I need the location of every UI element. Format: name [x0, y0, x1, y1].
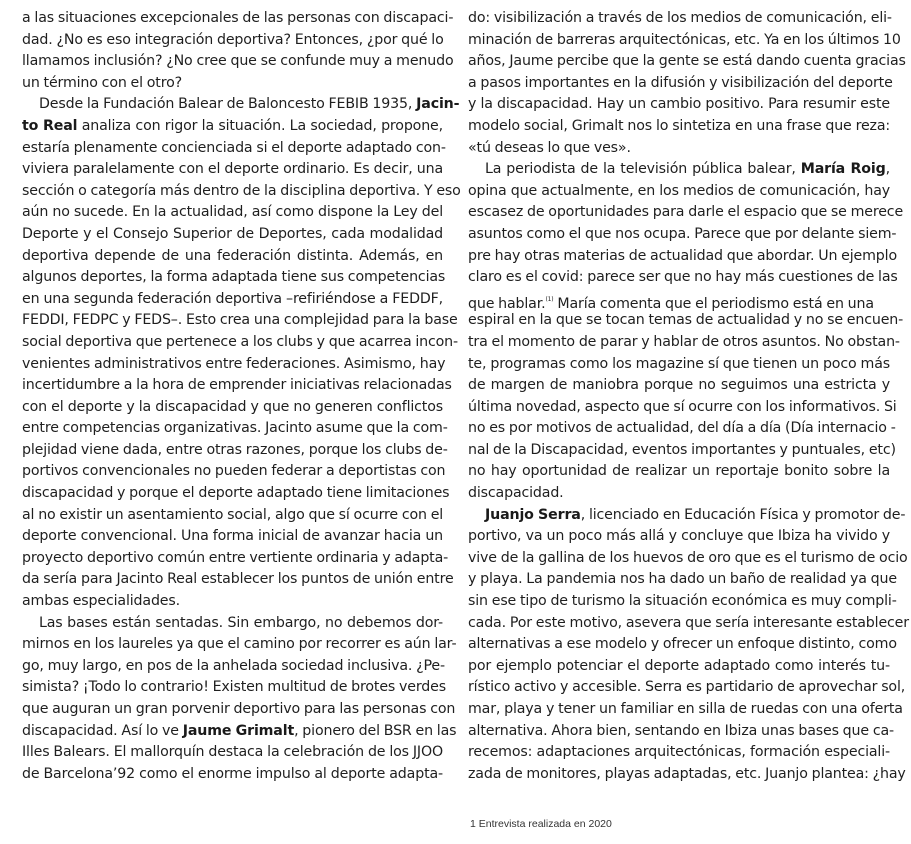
text-line — [468, 397, 897, 419]
line-text: analiza con rigor la situación. La sociedad, propone, — [77, 117, 443, 134]
text-line — [468, 289, 890, 311]
line-text: discapacidad y porque el deporte adaptado tiene limitaciones — [22, 485, 450, 502]
line-text: te, programas como los magazine sí que tienen un poco más — [468, 355, 890, 372]
text-line — [22, 30, 443, 52]
text-line — [22, 505, 443, 527]
line-text: social deportiva que pertenece a los clubs y que acarrea incon- — [22, 333, 458, 350]
line-text: simista? ¡Todo lo contrario! Existen multitud de brotes verdes — [22, 679, 446, 696]
line-text: por ejemplo potenciar el deporte adaptado como interés tu- — [468, 657, 890, 674]
text-line — [22, 656, 443, 678]
text-line — [22, 742, 443, 764]
line-text: nal de la Discapacidad, eventos importantes y puntuales, etc) — [468, 441, 896, 458]
text-line — [468, 634, 897, 656]
text-line — [22, 721, 457, 743]
text-line — [468, 30, 901, 52]
line-text: do: visibilización a través de los medios de comunicación, eli- — [468, 10, 892, 26]
text-line — [22, 397, 443, 419]
text-line — [468, 656, 890, 678]
text-line — [468, 8, 890, 30]
text-line — [22, 591, 443, 613]
line-text: , pionero del BSR en las — [294, 722, 457, 739]
text-line — [22, 94, 460, 116]
person-name: Juanjo Serra — [485, 506, 581, 523]
line-text: a pasos importantes en la difusión y visibilización del deporte — [468, 74, 893, 91]
footnote: 1 Entrevista realizada en 2020 — [470, 818, 612, 830]
line-text: dad. ¿No es eso integración deportiva? Entonces, ¿por qué lo — [22, 31, 444, 48]
text-line — [22, 548, 449, 570]
text-line — [22, 699, 456, 721]
line-text: viviera paralelamente con el deporte ordinario. Es decir, una — [22, 161, 443, 178]
text-line — [468, 569, 897, 591]
right-text-column — [468, 8, 909, 785]
text-line — [468, 181, 890, 203]
line-text: asuntos como el que nos ocupa. Parece que por delante siem- — [468, 225, 897, 242]
line-text: y playa. La pandemia nos ha dado un baño de realidad ya que — [468, 571, 897, 588]
text-line — [22, 634, 457, 656]
left-text-column — [22, 8, 461, 785]
line-text: , licenciado en Educación Física y promotor de- — [580, 506, 906, 523]
line-text: no hay oportunidad de realizar un reportaje bonito sobre la — [468, 463, 890, 480]
text-line — [22, 8, 454, 30]
person-name: Jaume Grimalt — [182, 722, 295, 739]
text-line — [22, 289, 443, 311]
text-line — [468, 548, 908, 570]
line-text: , — [885, 161, 890, 178]
text-line — [468, 764, 906, 786]
text-line — [22, 246, 443, 268]
text-line — [22, 116, 443, 138]
line-text: claro es el covid: parece ser que no hay más cuestiones de las — [468, 269, 898, 286]
line-text: alternativas a ese modelo y ofrecer un enfoque distinto, como — [468, 636, 897, 653]
text-line — [468, 267, 898, 289]
line-text: de margen de maniobra porque no seguimos una estricta y — [468, 377, 890, 394]
text-line — [22, 613, 443, 635]
line-text: deporte convencional. Una forma inicial de avanzar hacia un — [22, 528, 443, 545]
line-text: ambas especialidades. — [22, 593, 180, 610]
text-line — [22, 73, 443, 95]
line-text: zada de monitores, playas adaptadas, etc. Juanjo plantea: ¿hay — [468, 765, 906, 782]
text-line — [22, 440, 448, 462]
text-line — [22, 764, 443, 786]
line-text: un término con el otro? — [22, 74, 182, 91]
line-text: tra el momento de parar y hablar de otros asuntos. No obstan- — [468, 333, 900, 350]
text-line — [468, 224, 897, 246]
line-text: portivo, va un poco más allá y concluye que Ibiza ha vivido y — [468, 528, 890, 545]
text-line — [22, 138, 446, 160]
text-line — [22, 202, 443, 224]
line-text: deportiva depende de una federación distinta. Además, en — [22, 247, 443, 264]
line-text: Deporte y el Consejo Superior de Deportes, cada modalidad — [22, 225, 443, 242]
line-text: alternativa. Ahora bien, sentando en Ibiza unas bases que ca- — [468, 722, 894, 739]
line-text: y la discapacidad. Hay un cambio positivo. Para resumir este — [468, 96, 890, 113]
line-text: opina que actualmente, en los medios de comunicación, hay — [468, 182, 890, 199]
line-text: discapacidad. — [468, 485, 564, 502]
line-text: algunos deportes, la forma adaptada tiene sus competencias — [22, 269, 446, 286]
text-line — [22, 224, 443, 246]
text-line — [468, 51, 906, 73]
line-text: rístico activo y accesible. Serra es partidario de aprovechar sol, — [468, 679, 906, 696]
text-line — [468, 159, 890, 181]
line-text: con el deporte y la discapacidad y que no generen conflictos — [22, 398, 443, 415]
text-line — [468, 202, 904, 224]
line-text: espiral en la que se tocan temas de actualidad y no se encuen- — [468, 312, 904, 329]
text-line — [468, 721, 894, 743]
text-line — [468, 440, 896, 462]
line-text: Las bases están sentadas. Sin embargo, no debemos dor- — [39, 614, 443, 631]
text-line — [22, 677, 446, 699]
line-text: minación de barreras arquitectónicas, etc. Ya en los últimos 10 — [468, 31, 901, 48]
text-line — [22, 159, 443, 181]
person-name: María Roig — [800, 161, 886, 178]
line-text: a las situaciones excepcionales de las personas con discapaci- — [22, 10, 454, 26]
line-text: de Barcelona’92 como el enorme impulso al deporte adapta- — [22, 765, 443, 782]
line-text: María comenta que el periodismo está en una — [553, 295, 874, 312]
line-text: sin ese tipo de turismo la situación económica es muy compli- — [468, 593, 897, 610]
line-text: al no existir un asentamiento social, algo que sí ocurre con el — [22, 506, 444, 523]
text-line — [468, 418, 896, 440]
line-text: discapacidad. Así lo ve — [22, 722, 183, 739]
text-line — [22, 354, 446, 376]
line-text: que hablar. — [468, 295, 546, 312]
line-text: que auguran un gran porvenir deportivo para las personas con — [22, 701, 456, 717]
line-text: da sería para Jacinto Real establecer los puntos de unión entre — [22, 571, 454, 588]
text-line — [22, 569, 454, 591]
line-text: FEDDI, FEDPC y FEDS–. Esto crea una complejidad para la base — [22, 312, 458, 329]
text-line — [468, 116, 890, 138]
text-line — [468, 73, 893, 95]
line-text: aún no sucede. En la actualidad, así como dispone la Ley del — [22, 204, 443, 221]
line-text: estaría plenamente concienciada si el deporte adaptado con- — [22, 139, 446, 156]
line-text: modelo social, Grimalt nos lo sintetiza en una frase que reza: — [468, 117, 890, 134]
line-text: sección o categoría más dentro de la disciplina deportiva. Y eso — [22, 182, 461, 199]
line-text: go, muy largo, en pos de la anhelada sociedad inclusiva. ¿Pe- — [22, 657, 445, 674]
line-text: plejidad viene dada, entre otras razones, porque los clubs de- — [22, 441, 448, 458]
text-line — [468, 461, 890, 483]
text-line — [468, 310, 904, 332]
line-text: mirnos en los laureles ya que el camino por recorrer es aún lar- — [22, 636, 457, 653]
text-line — [468, 699, 903, 721]
line-text: entre competencias organizativas. Jacinto asume que la com- — [22, 420, 448, 437]
line-text: portivos convencionales no pueden federar a deportistas con — [22, 463, 446, 480]
footnote-reference: (1) — [545, 295, 554, 303]
text-line — [468, 332, 900, 354]
line-text: llamamos inclusión? ¿No cree que se confunde muy a menudo — [22, 53, 454, 70]
text-line — [468, 742, 890, 764]
text-line — [22, 461, 446, 483]
line-text: pre hay otras materias de actualidad que abordar. Un ejemplo — [468, 247, 897, 264]
line-text: cada. Por este motivo, asevera que sería interesante establecer — [468, 614, 909, 631]
line-text: recemos: adaptaciones arquitectónicas, formación especiali- — [468, 744, 890, 761]
person-name: Jacin- — [416, 96, 460, 113]
text-line — [468, 591, 897, 613]
line-text: «tú deseas lo que ves». — [468, 139, 631, 156]
line-text: venientes administrativos entre federaciones. Asimismo, hay — [22, 355, 446, 372]
line-text: Illes Balears. El mallorquín destaca la celebración de los JJOO — [22, 744, 443, 761]
text-line — [22, 51, 454, 73]
text-line — [468, 677, 906, 699]
line-text: última novedad, aspecto que sí ocurre con los informativos. Si — [468, 398, 897, 415]
text-line — [22, 310, 458, 332]
line-text: años, Jaume percibe que la gente se está dando cuenta gracias — [468, 53, 906, 70]
text-line — [22, 267, 446, 289]
text-line — [22, 332, 458, 354]
line-text: escasez de oportunidades para darle el espacio que se merece — [468, 204, 904, 221]
text-line — [22, 526, 443, 548]
line-text: La periodista de la televisión pública balear, — [485, 161, 801, 178]
text-line — [468, 613, 909, 635]
text-line — [468, 246, 897, 268]
text-line — [468, 94, 890, 116]
text-line — [22, 418, 448, 440]
person-name: to Real — [22, 117, 78, 134]
line-text: mar, playa y tener un familiar en silla de ruedas con una oferta — [468, 701, 903, 717]
line-text: vive de la gallina de los huevos de oro que es el turismo de ocio — [468, 549, 908, 566]
text-line — [22, 375, 452, 397]
line-text: Desde la Fundación Balear de Baloncesto FEBIB 1935, — [39, 96, 417, 113]
text-line — [468, 505, 906, 527]
text-line — [468, 354, 890, 376]
text-line — [22, 483, 450, 505]
line-text: proyecto deportivo común entre vertiente ordinaria y adapta- — [22, 549, 449, 566]
text-line — [468, 483, 890, 505]
text-line — [468, 526, 890, 548]
line-text: incertidumbre a la hora de emprender iniciativas relacionadas — [22, 377, 452, 394]
line-text: no es por motivos de actualidad, del día a día (Día internacio - — [468, 420, 896, 437]
text-line — [468, 375, 890, 397]
text-line — [22, 181, 461, 203]
line-text: en una segunda federación deportiva –refiriéndose a FEDDF, — [22, 290, 443, 307]
text-line — [468, 138, 890, 160]
